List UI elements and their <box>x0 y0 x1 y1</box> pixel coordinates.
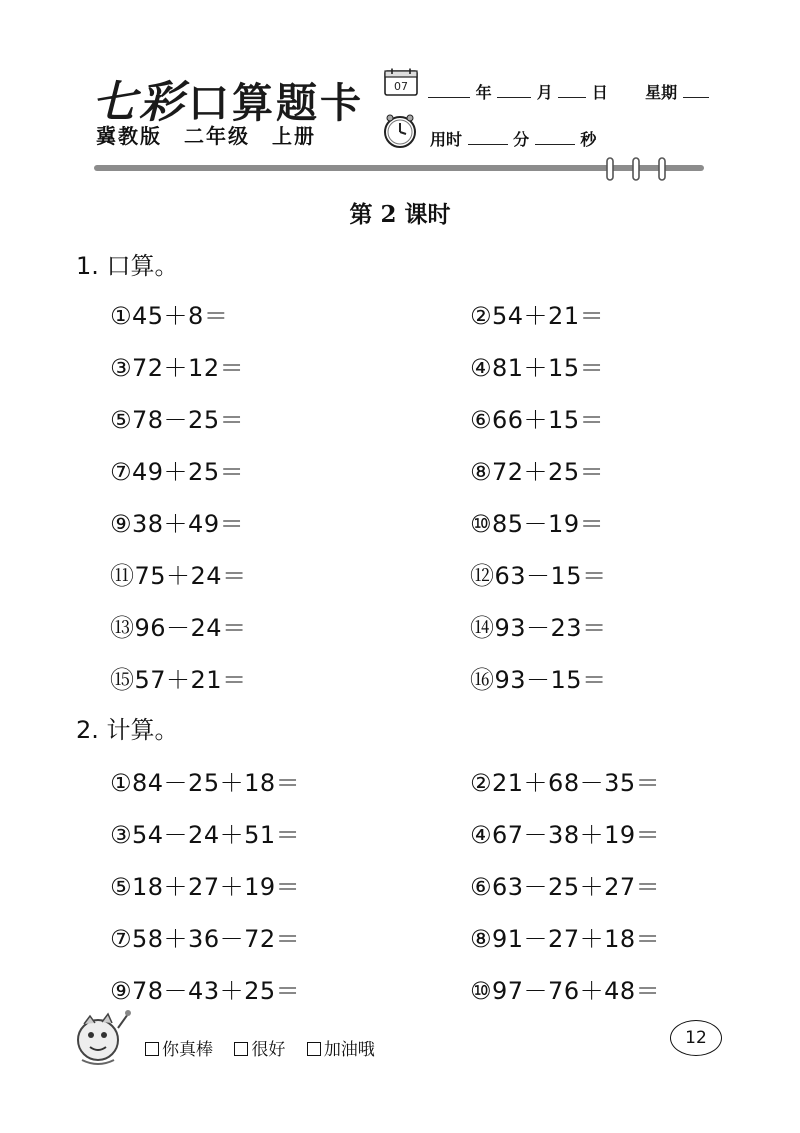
logo-text: 口算题卡 <box>188 79 364 127</box>
problem-1-8: ⑧72＋25＝ <box>470 458 605 486</box>
problem-1-11: ⑪75＋24＝ <box>110 562 247 590</box>
problem-2-5: ⑤18＋27＋19＝ <box>110 873 301 901</box>
checkbox-good[interactable] <box>234 1042 248 1056</box>
binder-rings-icon <box>598 156 674 184</box>
problem-1-5: ⑤78－25＝ <box>110 406 245 434</box>
month-label: 月 <box>536 83 553 102</box>
problem-1-10: ⑩85－19＝ <box>470 510 605 538</box>
problem-2-1: ①84－25＋18＝ <box>110 769 301 797</box>
problem-2-7: ⑦58＋36－72＝ <box>110 925 301 953</box>
seconds-blank[interactable] <box>535 130 575 145</box>
calendar-day: 07 <box>394 80 408 93</box>
lesson-title: 第 2 课时 <box>349 201 451 228</box>
section-1-heading: 1. 口算。 <box>76 252 179 280</box>
weekday-blank[interactable] <box>683 83 709 98</box>
rating-great-label: 你真棒 <box>162 1040 213 1060</box>
edition-volume: 上册 <box>272 124 316 148</box>
time-prefix: 用时 <box>430 130 463 149</box>
rating-keep-going[interactable] <box>307 1040 375 1060</box>
section-2-heading: 2. 计算。 <box>76 716 179 744</box>
seconds-label: 秒 <box>580 130 597 149</box>
problem-1-6: ⑥66＋15＝ <box>470 406 605 434</box>
rating-good[interactable] <box>234 1040 285 1060</box>
logo-mark: 七彩 <box>92 77 186 128</box>
minutes-blank[interactable] <box>468 130 508 145</box>
problem-1-4: ④81＋15＝ <box>470 354 605 382</box>
weekday-label: 星期 <box>645 83 678 102</box>
rating-good-label: 很好 <box>251 1040 286 1060</box>
clock-icon <box>382 113 418 149</box>
day-label: 日 <box>591 83 608 102</box>
month-blank[interactable] <box>497 83 531 98</box>
problem-1-14: ⑭93－23＝ <box>470 614 607 642</box>
day-blank[interactable] <box>558 83 586 98</box>
problem-2-10: ⑩97－76＋48＝ <box>470 977 661 1005</box>
problem-1-3: ③72＋12＝ <box>110 354 245 382</box>
problem-1-12: ⑫63－15＝ <box>470 562 607 590</box>
problem-1-15: ⑮57＋21＝ <box>110 666 247 694</box>
year-label: 年 <box>475 83 492 102</box>
self-rating <box>145 1035 391 1060</box>
time-fields <box>430 127 596 150</box>
edition-publisher: 冀教版 <box>96 124 162 148</box>
problem-2-8: ⑧91－27＋18＝ <box>470 925 661 953</box>
year-blank[interactable] <box>428 83 470 98</box>
problem-1-7: ⑦49＋25＝ <box>110 458 245 486</box>
page-number: 12 <box>670 1020 722 1056</box>
checkbox-keep-going[interactable] <box>307 1042 321 1056</box>
problem-1-13: ⑬96－24＝ <box>110 614 247 642</box>
problem-1-2: ②54＋21＝ <box>470 302 605 330</box>
edition-info <box>96 120 338 149</box>
rating-great[interactable] <box>145 1040 213 1060</box>
mascot-icon <box>70 1008 134 1070</box>
problem-2-3: ③54－24＋51＝ <box>110 821 301 849</box>
date-fields <box>428 80 709 103</box>
problem-2-4: ④67－38＋19＝ <box>470 821 661 849</box>
problem-1-16: ⑯93－15＝ <box>470 666 607 694</box>
problem-2-2: ②21＋68－35＝ <box>470 769 661 797</box>
problem-2-6: ⑥63－25＋27＝ <box>470 873 661 901</box>
checkbox-great[interactable] <box>145 1042 159 1056</box>
problem-2-9: ⑨78－43＋25＝ <box>110 977 301 1005</box>
edition-grade: 二年级 <box>184 124 250 148</box>
problem-1-9: ⑨38＋49＝ <box>110 510 245 538</box>
problem-1-1: ①45＋8＝ <box>110 302 229 330</box>
rating-keep-going-label: 加油哦 <box>323 1040 375 1060</box>
minutes-label: 分 <box>513 130 530 149</box>
calendar-icon <box>384 68 418 96</box>
